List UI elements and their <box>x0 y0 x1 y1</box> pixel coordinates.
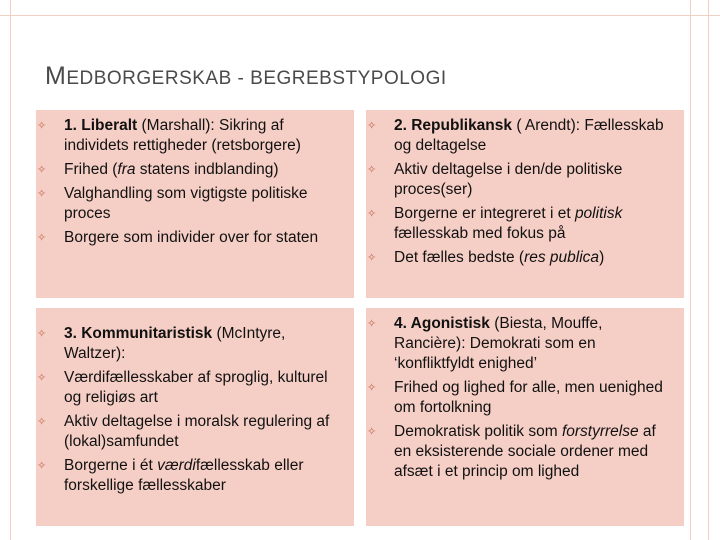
list-item: ✧ Borgere som individer over for staten <box>37 229 319 246</box>
bullet-icon: ✧ <box>367 120 377 132</box>
bullet-icon: ✧ <box>367 382 377 394</box>
panel-agonistic <box>366 308 684 526</box>
list-item: ✧ Valghandling som vigtigste politiske proces <box>37 185 308 222</box>
list-item: ✧ Frihed og lighed for alle, men uenighed om fortolkning <box>367 379 663 416</box>
frame-line <box>708 0 709 540</box>
bullet-icon: ✧ <box>37 164 47 176</box>
bullet-icon: ✧ <box>37 232 47 244</box>
list-item: ✧ Demokratisk politik som forstyrrelse af en eksisterende sociale ordener med afsæt i et princip om lighed <box>367 423 656 480</box>
bullet-icon: ✧ <box>37 460 47 472</box>
bullet-icon: ✧ <box>37 188 47 200</box>
list-item: ✧ 4. Agonistisk (Biesta, Mouffe, Rancière): Demokrati som en ‘konfliktfyldt enighed’ <box>367 315 603 372</box>
bullet-icon: ✧ <box>37 328 47 340</box>
bullet-icon: ✧ <box>367 318 377 330</box>
bullet-icon: ✧ <box>367 426 377 438</box>
list-item: ✧ Borgerne i ét værdifællesskab eller forskellige fællesskaber <box>37 457 304 494</box>
list-item: ✧ Det fælles bedste (res publica) <box>367 249 605 266</box>
list-item: ✧ Aktiv deltagelse i den/de politiske proces(ser) <box>367 161 623 198</box>
bullet-icon: ✧ <box>37 416 47 428</box>
list-item: ✧ Aktiv deltagelse i moralsk regulering af (lokal)samfundet <box>37 413 330 450</box>
bullet-icon: ✧ <box>367 164 377 176</box>
list-item: ✧ 1. Liberalt (Marshall): Sikring af individets rettigheder (retsborgere) <box>37 117 301 154</box>
panel-republican <box>366 110 684 298</box>
list-item: ✧ 3. Kommunitaristisk (McIntyre, Waltzer): <box>37 325 286 362</box>
frame-line <box>0 15 720 16</box>
panel-liberal <box>36 110 354 298</box>
panel-communitarian <box>36 308 354 526</box>
list-item: ✧ Borgerne er integreret i et politisk fællesskab med fokus på <box>367 205 623 242</box>
list-item: ✧ Frihed (fra statens indblanding) <box>37 161 279 178</box>
bullet-icon: ✧ <box>367 208 377 220</box>
frame-line <box>690 0 691 540</box>
slide-title: MEDBORGERSKAB - BEGREBSTYPOLOGI <box>45 62 447 90</box>
frame-line <box>10 0 11 540</box>
list-item: ✧ 2. Republikansk ( Arendt): Fællesskab og deltagelse <box>367 117 664 154</box>
bullet-icon: ✧ <box>367 252 377 264</box>
list-item: ✧ Værdifællesskaber af sproglig, kulturel og religiøs art <box>37 369 328 406</box>
bullet-icon: ✧ <box>37 120 47 132</box>
bullet-icon: ✧ <box>37 372 47 384</box>
